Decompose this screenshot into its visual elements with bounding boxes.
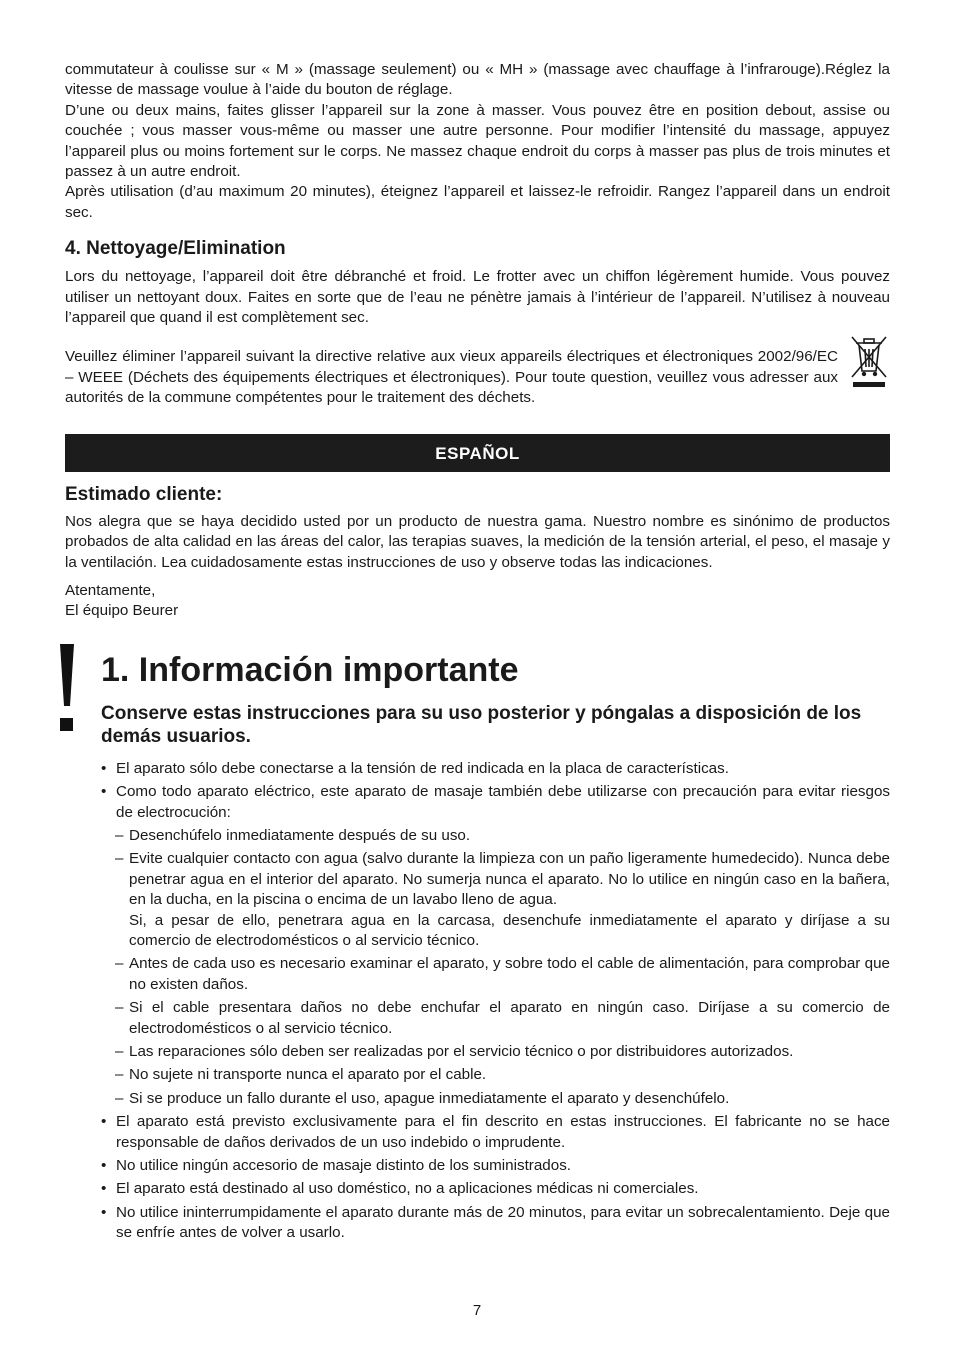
closing-line-1: Atentamente, — [65, 581, 156, 599]
crossed-bin-icon — [848, 333, 890, 389]
list-item: • El aparato está previsto exclusivamente para el fin descrito en estas instrucciones. El fabricante no se hace responsable de daños derivados de un uso indebido o imprudente. — [101, 1112, 890, 1153]
page-number: 7 — [472, 1302, 482, 1319]
list-item — [101, 849, 890, 951]
important-subtitle: Conserve estas instrucciones para su uso posterior y póngalas a disposición de los demás usuarios. — [101, 702, 862, 747]
closing-line-2: El équipo Beurer — [65, 602, 179, 620]
list-item: • No utilice ningún accesorio de masaje distinto de los suministrados. — [101, 1156, 890, 1176]
list-item: – Si se produce un fallo durante el uso, apague inmediatamente el aparato y desenchúfelo. — [101, 1089, 890, 1109]
list-item: – Las reparaciones sólo deben ser realizadas por el servicio técnico o por distribuidores autorizados. — [101, 1042, 890, 1062]
closing-block — [65, 581, 890, 622]
important-title: 1. Información importante — [101, 650, 519, 689]
disposal-paragraph: Veuillez éliminer l’appareil suivant la directive relative aux vieux appareils électriques et électroniques 2002/96/EC – WEEE (Déchets des équipements électriques et électroniques). Pour toute question, veuillez vous adresser aux autorités de la commune compétentes pour le traitement des déchets. — [65, 348, 838, 407]
list-item: – Desenchúfelo inmediatamente después de su uso. — [101, 826, 890, 846]
greeting-paragraph: Nos alegra que se haya decidido usted por un producto de nuestra gama. Nuestro nombre es sinónimo de productos probados de alta calidad en las áreas del calor, las terapias suaves, la medición de la tensión arterial, el peso, el masaje y la ventilación. Lea cuidadosamente estas instrucciones de uso y observe todas las indicaciones. — [65, 512, 890, 571]
list-item: • El aparato sólo debe conectarse a la tensión de red indicada en la placa de características. — [101, 759, 890, 779]
cleaning-paragraph: Lors du nettoyage, l’appareil doit être débranché et froid. Le frotter avec un chiffon légèrement humide. Vous pouvez utiliser un nettoyant doux. Faites en sorte que de l’eau ne pénètre jamais à l’intérieur de l’appareil. N’utilisez à nouveau l’appareil que quand il est complètement sec. — [65, 268, 890, 327]
list-item-continuation: Si, a pesar de ello, penetrara agua en la carcasa, desenchufe inmediatamente el aparato y diríjase a su comercio de electrodomésticos o al servicio técnico. — [129, 911, 890, 949]
exclamation-icon — [57, 644, 81, 734]
list-item: • No utilice ininterrumpidamente el aparato durante más de 20 minutos, para evitar un sobrecalentamiento. Deje que se enfríe antes de volver a usarlo. — [101, 1203, 890, 1244]
list-item: – Antes de cada uso es necesario examinar el aparato, y sobre todo el cable de alimentación, para comprobar que no existen daños. — [101, 954, 890, 995]
list-item-text: Evite cualquier contacto con agua (salvo durante la limpieza con un paño ligeramente humedecido). Nunca debe penetrar agua en el interior del aparato. No sumerja nunca el aparato. No lo utilice en ningún caso en la bañera, en la ducha, en la piscina o encima de un lavabo lleno de agua. — [129, 850, 890, 909]
cleaning-section-title: 4. Nettoyage/Elimination — [65, 238, 286, 260]
french-intro-paragraph-3: Après utilisation (d’au maximum 20 minutes), éteignez l’appareil et laissez-le refroidir. Rangez l’appareil dans un endroit sec. — [65, 183, 890, 221]
list-item: • Como todo aparato eléctrico, este aparato de masaje también debe utilizarse con precaución para evitar riesgos de electrocución: — [101, 782, 890, 823]
disposal-block — [65, 347, 890, 408]
french-intro-paragraph-1: commutateur à coulisse sur « M » (massage seulement) ou « MH » (massage avec chauffage à l’infrarouge).Réglez la vitesse de massage voulue à l’aide du bouton de réglage. — [65, 61, 890, 99]
document-page — [65, 60, 890, 1247]
list-item: • El aparato está destinado al uso doméstico, no a aplicaciones médicas ni comerciales. — [101, 1179, 890, 1199]
safety-list — [101, 759, 890, 1244]
important-section — [65, 650, 890, 1244]
list-item: – No sujete ni transporte nunca el aparato por el cable. — [101, 1065, 890, 1085]
greeting-title: Estimado cliente: — [65, 483, 223, 505]
language-section-bar: ESPAÑOL — [65, 434, 890, 472]
french-intro-paragraph-2: D’une ou deux mains, faites glisser l’appareil sur la zone à masser. Vous pouvez être en position debout, assise ou couchée ; vous masser vous-même ou masser une autre personne. Pour modifier l’intensité du massage, appuyez l’appareil plus ou moins fortement sur le corps. Ne massez chaque endroit du corps à masser pas plus de trois minutes et passez à un autre endroit. — [65, 101, 890, 181]
list-item: – Si el cable presentara daños no debe enchufar el aparato en ningún caso. Diríjase a su comercio de electrodomésticos o al servicio técnico. — [101, 998, 890, 1039]
